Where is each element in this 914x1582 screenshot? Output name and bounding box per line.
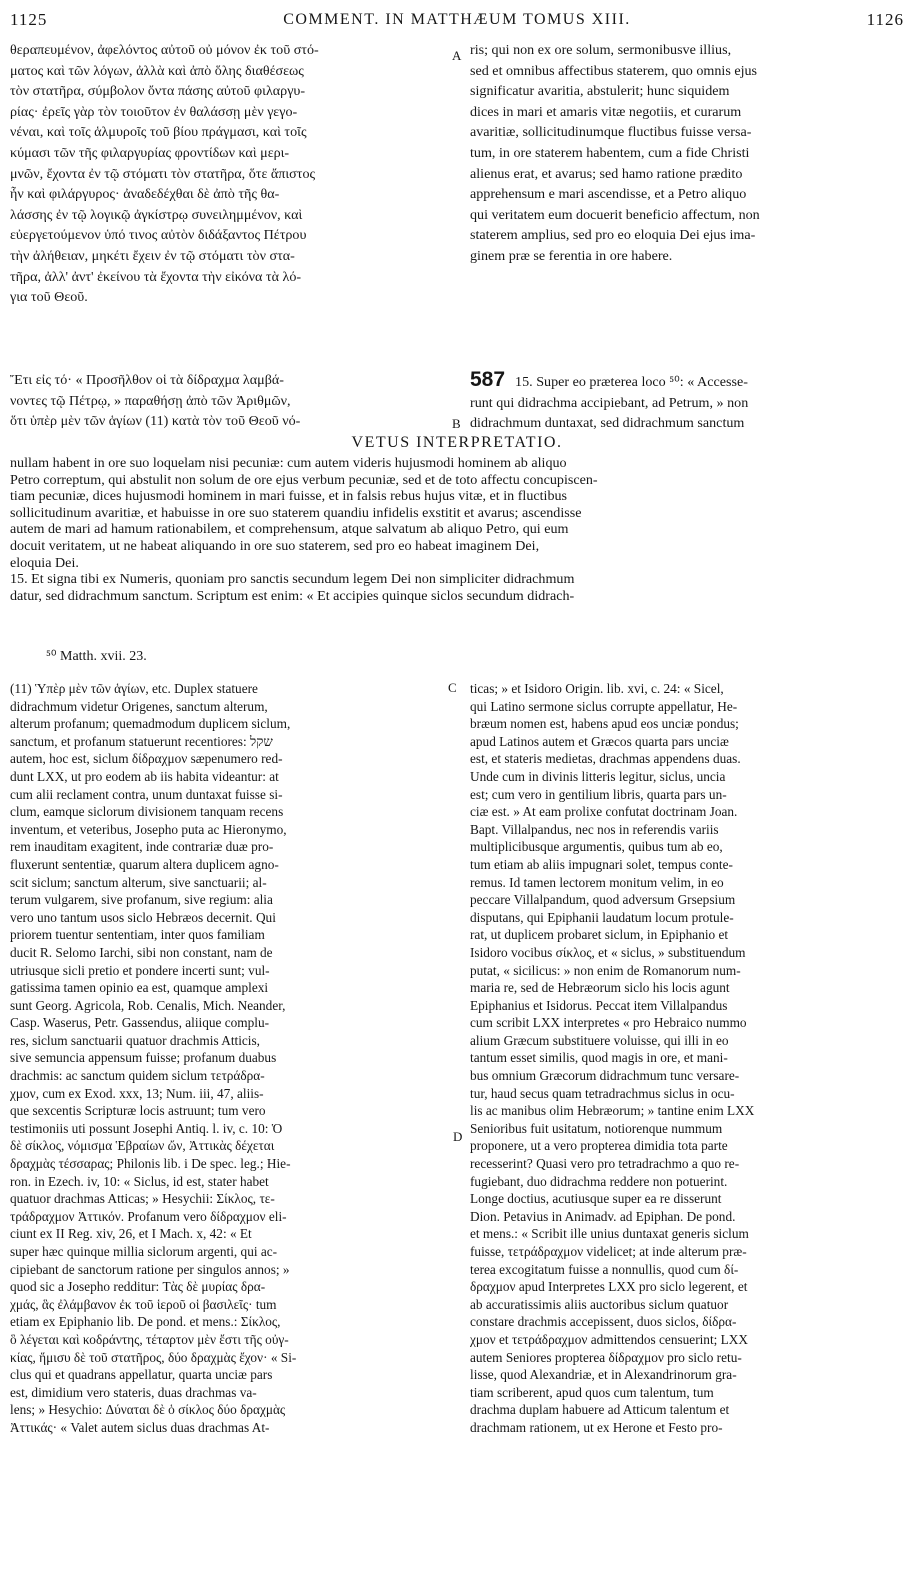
running-header [10,8,904,32]
greek-text-column-top [10,40,446,308]
note-paragraph-right: ticas; » et Isidoro Origin. lib. xvi, c. 24: « Sicel, qui Latino sermone siclus corrupte appellatur, He- bræum nomen est, habens apud eos unciæ pondus; apud Latinos autem et Græcos quarta pars unciæ est, et stateris medietas, drachmas appendens duas. Unde cum in divinis litteris legitur, siclus, uncia est; cum vero in gentilium libris, quarta pars un- ciæ est. » At eam prolixe confutat doctrinam Joan. Bapt. Villalpandus, nec nos in referendis variis multiplicibusque argumentis, quibus tum ab eo, tum etiam ab aliis impugnari solet, tempus conte- remus. Id tamen lectorem monitum velim, in eo peccare Villalpandum, quod adversum Grsepsium disputans, qui Epiphanii laudatum locum protule- rat, ut duplicem probaret siclum, in Epiphanio et Isidoro vocibus σίκλος, et « siclus, » substituendum putat, « sicilicus: » non enim de Romanorum num- maria re, sed de Hebræorum siclo his locis agunt Epiphanius et Isidorus. Peccat item Villalpandus cum scribit LXX interpretes « pro Hebraico nummo alium Græcum substituere voluisse, qui illi in eo tantum esset similis, quod magis in ore, et mani- bus omnium Græcorum didrachmum tunc versare- tur, haud secus quam tetradrachmus siclus in ocu- lis ac manibus olim Hebræorum; » tantine enim LXX Senioribus fuit usitatum, notiorenque nummum proponere, ut a vero propterea dimidia tota parte recesserint? Quasi vero pro tetradrachmo a quo re- fugiebant, duo didrachma reddere non potuerint. Longe doctius, acutiusque super ea re disserunt Dion. Petavius in Animadv. ad Epiphan. De pond. et mens.: « Scribit ille unius duntaxat generis siclum fuisse, τετράδραχμον videlicet; at inde alterum præ- terea excogitatum fuisse a nonnullis, quod cum δί- δραχμον apud Interpretes LXX pro siclo legerent, et ab accuratissimis aliis auctoribus siclum quatuor constare drachmis accepissent, duos siclos, δίδρα- χμον et τετράδραχμον admittendos censuerint; LXX autem Seniores propterea δίδραχμον pro siclo retu- lisse, quod Alexandriæ, et in Alexandrinorum gra- tiam scriberent, apud quos cum talentum, tum drachma duplam habuere ad Atticum talentum et drachmam rationem, ut ex Herone et Festo pro- [470,681,755,1435]
margin-letter-b: B [452,416,461,431]
section-number: 587 [470,368,506,391]
page-number-right: 1126 [866,10,904,29]
footnote-mark: ⁵⁰ [46,649,57,664]
vetus-interpretatio-heading: VETUS INTERPRETATIO. [351,434,563,451]
running-title: COMMENT. IN MATTHÆUM TOMUS XIII. [283,11,631,28]
latin-text-column-top [470,40,904,267]
latin-section-text: 15. Super eo præterea loco ⁵⁰: « Accesse- runt qui didrachma accipiebant, ad Petrum, » non didrachmum duntaxat, sed didrachmum sanctum [470,374,749,432]
latin-text-column-section [470,370,904,434]
footnote-text: Matth. xvii. 23. [60,649,147,664]
greek-text-column-section [10,370,446,432]
margin-letter-a: A [452,48,462,63]
vetus-paragraph: nullam habent in ore suo loquelam nisi pecuniæ: cum autem videris hujusmodi hominem ab aliquo Petro correptum, qui abstulit non solum de ore ejus verbum pecuniæ, sed et de toto affectu concupiscen- tiam pecuniæ, dices hujusmodi hominem in mari fuisse, et in falsis rebus hujus vitæ, et in fluctibus sollicitudinum avaritiæ, et habuisse in ore suo staterem quandiu infidelis exstitit et avarus; ascendisse autem de mari ad hamum rationabilem, et comprehensum, atque salvatum ab aliquo Petro, qui eum docuit veritatem, ut ne habeat aliquando in ore suo staterem, sed pro eo habeat imaginem Dei, eloquia Dei. 15. Et signa tibi ex Numeris, quoniam pro sanctis secundum legem Dei non simpliciter didrachmum datur, sed didrachmum sanctum. Scriptum est enim: « Et accipies quinque siclos secundum didrach- [10,455,598,604]
margin-letter-c: C [448,680,457,695]
latin-paragraph: ris; qui non ex ore solum, sermonibusve illius, sed et omnibus affectibus staterem, quo omnis ejus significatur avaritia, abstulerit; hunc siquidem dices in mari et amaris vitæ negotiis, et curarum avaritiæ, sollicitudinumque fluctibus fuisse versa- tum, in ore staterem habentem, cum a fide Christi alienus erat, et avarus; sed hamo ratione prædito apprehensum e mari ascendisse, et a Petro aliquo qui veritatem eum docuerit beneficio affectum, non staterem amplius, sed pro eo eloquia Dei ejus ima- ginem præ se ferentia in ore habere. [470,42,760,264]
greek-paragraph: θεραπευμένον, ἀφελόντος αὐτοῦ οὐ μόνον ἐκ τοῦ στό- ματος καὶ τῶν λόγων, ἀλλὰ καὶ ἀπὸ ὅλης διαθέσεως τὸν στατῆρα, σύμβολον ὄντα πάσης αὐτοῦ φιλαργυ- ρίας· ἐρεῖς γὰρ τὸν τοιοῦτον ἐν θαλάσσῃ μὲν γεγο- νέναι, καὶ τοῖς ἁλμυροῖς τοῦ βίου πράγμασι, καὶ τοῖς κύμασι τῶν τῆς φιλαργυρίας φροντίδων καὶ μερι- μνῶν, ἔχοντα ἐν τῷ στόματι τὸν στατῆρα, ὅτε ἄπιστος ἦν καὶ φιλάργυρος· ἀναδεδέχθαι δὲ ἀπὸ τῆς θα- λάσσης ἐν τῷ λογικῷ ἀγκίστρῳ συνειλημμένον, καὶ εὐεργετούμενον ὑπό τινος αὐτὸν διδάξαντος Πέτρου τὴν ἀλήθειαν, μηκέτι ἔχειν ἐν τῷ στόματι τὸν στα- τῆρα, ἀλλ' ἀντ' ἐκείνου τὰ ἔχοντα τὴν εἰκόνα τὰ λό- για τοῦ Θεοῦ. [10,42,319,306]
page-number-left: 1125 [10,10,48,29]
vetus-interpretatio-block [10,455,904,604]
note-paragraph-left: (11) Ὑπὲρ μὲν τῶν ἁγίων, etc. Duplex statuere didrachmum videtur Origenes, sanctum alterum, alterum profanum; quemadmodum duplicem siclum, sanctum, et profanum statuerunt recentiores: שקל autem, hoc est, siclum δίδραχμον sæpenumero red- dunt LXX, ut pro eodem ab iis habita videantur: at cum alii reclament contra, unum duntaxat fuisse si- clum, eamque siclorum divisionem tanquam recens inventum, et veteribus, Josepho puta ac Hieronymo, rem inauditam exagitent, inde contrariæ duæ pro- fluxerunt sententiæ, quarum altera duplicem agno- scit siclum; sanctum alterum, sive sanctuarii; al- terum vulgarem, sive profanum, sive regium: alia vero uno tantum usos siclo Hebræos decernit. Qui priorem tuentur sententiam, inter quos familiam ducit R. Selomo Iarchi, sibi non constant, nam de utriusque sicli pretio et pondere incerti sunt; vul- gatissima tamen opinio ea est, quamque amplexi sunt Georg. Agricola, Rob. Cenalis, Mich. Neander, Casp. Waserus, Petr. Gassendus, aliique complu- res, siclum sanctuarii quatuor drachmis Atticis, sive semuncia appensum fuisse; profanum duabus drachmis: ac sanctum quidem siclum τετράδρα- χμον, cum ex Exod. xxx, 13; Num. iii, 47, aliis- que sexcentis Scripturæ locis astruunt; tum vero testimoniis uti possunt Josephi Antiq. l. iv, c. 10: Ὁ δὲ σίκλος, νόμισμα Ἑβραίων ὤν, Ἀττικὰς δέχεται δραχμὰς τέσσαρας; Philonis lib. i De spec. leg.; Hie- ron. in Ezech. iv, 10: « Siclus, id est, stater habet quatuor drachmas Atticas; » Hesychii: Σίκλος, τε- τράδραχμον Ἀττικόν. Profanum vero δίδραχμον eli- ciunt ex II Reg. xiv, 26, et I Mach. x, 42: « Et super hæc quinque millia siclorum argenti, qui ac- cipiebant de sanctorum ratione per singulos annos; » quod sic a Josepho redditur: Τὰς δὲ μυρίας δρα- χμάς, ἃς ἐλάμβανον ἐκ τοῦ ἱεροῦ οἱ βασιλεῖς· tum etiam ex Epiphanio lib. De pond. et mens.: Σίκλος, ὃ λέγεται καὶ κοδράντης, τέταρτον μὲν ἔστι τῆς οὐγ- κίας, ἥμισυ δὲ τοῦ στατῆρος, δύο δραχμὰς ἔχον· « Si- clus qui et quadrans appellatur, quarta unciæ pars est, dimidium vero stateris, duas drachmas va- lens; » Hesychio: Δύναται δὲ ὁ σίκλος δύο δραχμὰς Ἀττικάς· « Valet autem siclus duas drachmas At- [10,681,297,1435]
greek-section-paragraph: Ἔτι εἰς τό· « Προσῆλθον οἱ τὰ δίδραχμα λαμβά- νοντες τῷ Πέτρῳ, » παραθήσῃ ἀπὸ τῶν Ἀριθμῶν, ὅτι ὑπὲρ μὲν τῶν ἁγίων (11) κατὰ τὸν τοῦ Θεοῦ νό- [10,372,301,430]
notes-column-right [470,680,904,1437]
margin-letter-d: D [453,1129,463,1144]
latin-section-paragraph [470,370,904,434]
notes-column-left [10,680,446,1437]
footnote [46,648,147,665]
